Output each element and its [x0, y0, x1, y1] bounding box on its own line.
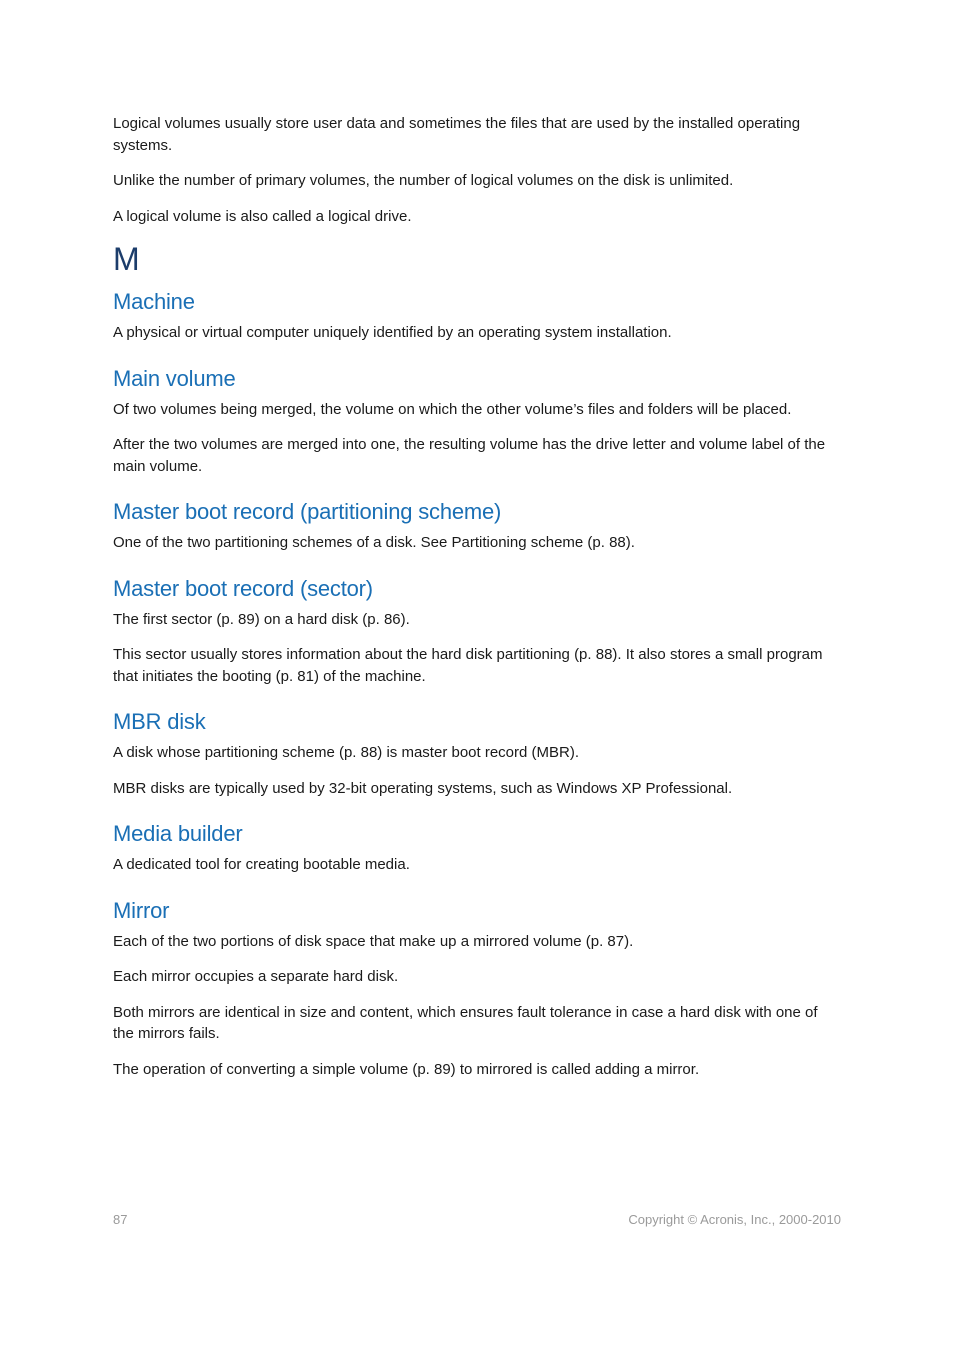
definition-paragraph: A dedicated tool for creating bootable media.	[113, 856, 410, 873]
term-heading: Media builder	[113, 821, 243, 846]
definition-paragraph: After the two volumes are merged into one, the resulting volume has the drive letter and volume label of the main volume.	[113, 436, 826, 475]
definition-paragraph: A physical or virtual computer uniquely identified by an operating system installation.	[113, 324, 672, 341]
intro-paragraph: Unlike the number of primary volumes, the number of logical volumes on the disk is unlimited.	[113, 172, 734, 189]
term-heading: Master boot record (partitioning scheme)	[113, 499, 502, 524]
term-heading: Main volume	[113, 365, 236, 391]
term-heading: Master boot record (sector)	[113, 575, 373, 601]
definition-paragraph: Of two volumes being merged, the volume on which the other volume’s files and folders will be placed.	[113, 400, 792, 418]
glossary-entry-mbr-disk	[113, 709, 841, 799]
definition-paragraph: Each of the two portions of disk space that make up a mirrored volume (p. 87).	[113, 932, 634, 950]
copyright-notice: Copyright © Acronis, Inc., 2000-2010	[628, 1212, 841, 1227]
glossary-entry-master-boot-record-partitioning-scheme	[113, 499, 841, 554]
term-heading: MBR disk	[113, 709, 206, 734]
intro-paragraph: A logical volume is also called a logical drive.	[113, 207, 412, 225]
intro-paragraph: Logical volumes usually store user data and sometimes the files that are used by the installed operating systems.	[113, 115, 801, 154]
definition-paragraph: One of the two partitioning schemes of a disk. See Partitioning scheme (p. 88).	[113, 534, 635, 551]
glossary-entry-master-boot-record-sector	[113, 576, 841, 688]
definition-paragraph: MBR disks are typically used by 32-bit operating systems, such as Windows XP Professional.	[113, 779, 733, 797]
definition-paragraph: The first sector (p. 89) on a hard disk (p. 86).	[113, 610, 410, 628]
definition-paragraph: The operation of converting a simple volume (p. 89) to mirrored is called adding a mirror.	[113, 1060, 700, 1078]
page-number: 87	[113, 1212, 128, 1227]
glossary-entry-machine	[113, 289, 841, 344]
section-letter: M	[113, 241, 140, 277]
glossary-entry-mirror	[113, 898, 841, 1081]
term-heading: Mirror	[113, 897, 170, 923]
glossary-entry-media-builder	[113, 821, 841, 876]
term-heading: Machine	[113, 289, 195, 314]
definition-paragraph: A disk whose partitioning scheme (p. 88) is master boot record (MBR).	[113, 744, 580, 761]
definition-paragraph: This sector usually stores information about the hard disk partitioning (p. 88). It also stores a small program that initiates the booting (p. 81) of the machine.	[113, 646, 823, 685]
glossary-entry-main-volume	[113, 366, 841, 478]
page-content	[113, 113, 841, 1094]
definition-paragraph: Each mirror occupies a separate hard disk.	[113, 968, 399, 985]
definition-paragraph: Both mirrors are identical in size and content, which ensures fault tolerance in case a hard disk with one of the mirrors fails.	[113, 1003, 818, 1042]
